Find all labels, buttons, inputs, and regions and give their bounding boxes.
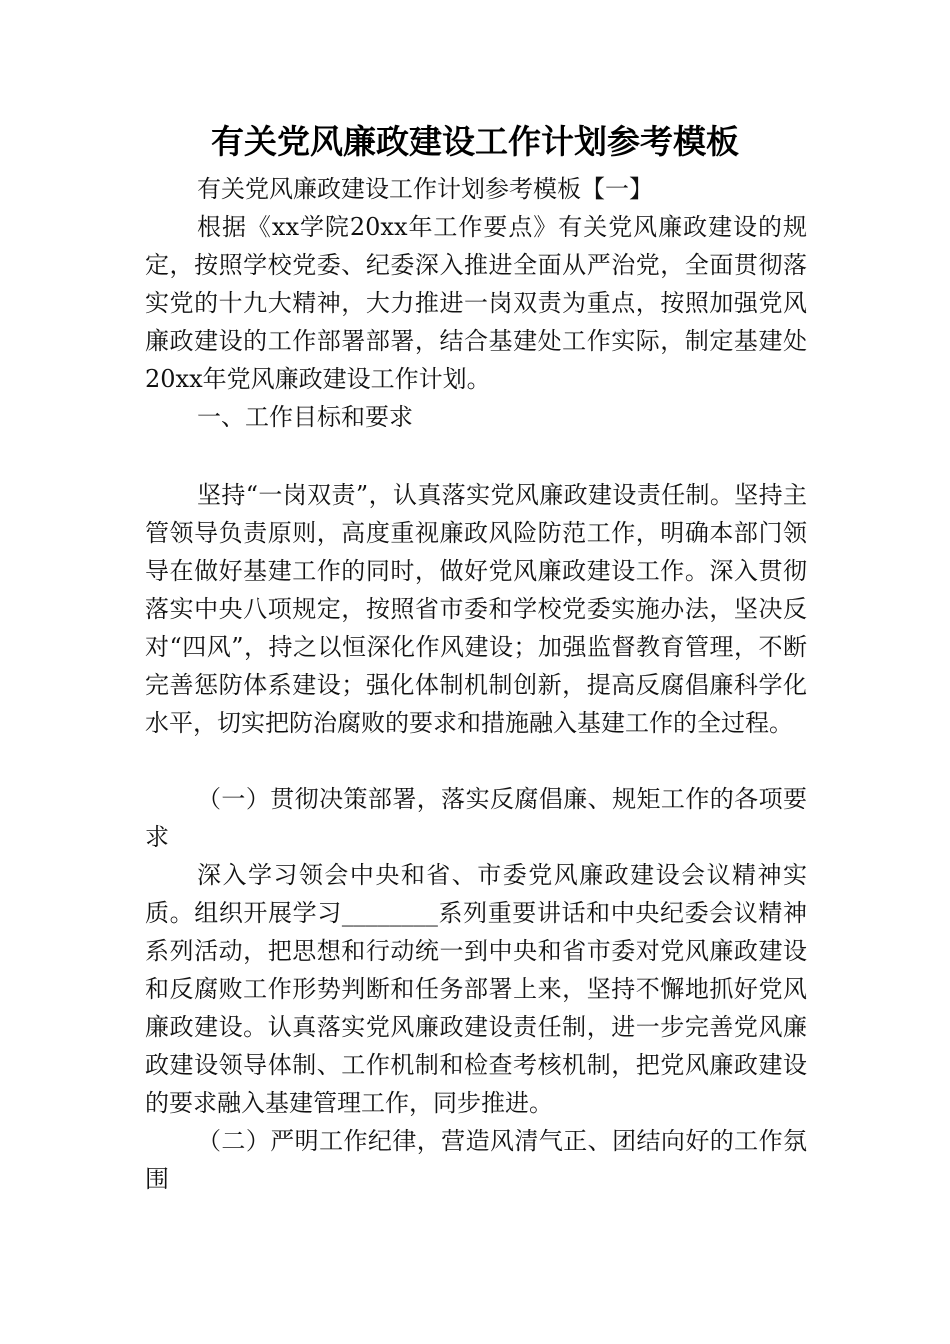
goals-paragraph: 坚持“一岗双责”，认真落实党风廉政建设责任制。坚持主管领导负责原则，高度重视廉政风险防范工作，明确本部门领导在做好基建工作的同时，做好党风廉政建设工作。深入贯彻落实中央八项规定，按照省市委和学校党委实施办法，坚决反对“四风”，持之以恒深化作风建设；加强监督教育管理，不断完善惩防体系建设；强化体制机制创新，提高反腐倡廉科学化水平，切实把防治腐败的要求和措施融入基建工作的全过程。 [145, 481, 807, 737]
subsection-heading-1: （一）贯彻决策部署，落实反腐倡廉、规矩工作的各项要求 [145, 785, 807, 851]
subsection-heading-2: （二）严明工作纪律，营造风清气正、团结向好的工作氛围 [145, 1127, 807, 1193]
section-heading-goals: 一、工作目标和要求 [197, 403, 413, 431]
subsection-1-paragraph: 深入学习领会中央和省、市委党风廉政建设会议精神实质。组织开展学习________系列重要讲话和中央纪委会议精神系列活动，把思想和行动统一到中央和省市委对党风廉政建设和反腐败工作形势判断和任务部署上来，坚持不懈地抓好党风廉政建设。认真落实党风廉政建设责任制，进一步完善党风廉政建设领导体制、工作机制和检查考核机制，把党风廉政建设的要求融入基建管理工作，同步推进。 [145, 861, 807, 1117]
document-title: 有关党风廉政建设工作计划参考模板 [211, 122, 739, 161]
intro-paragraph: 根据《xx学院20xx年工作要点》有关党风廉政建设的规定，按照学校党委、纪委深入推进全面从严治党，全面贯彻落实党的十九大精神，大力推进一岗双责为重点，按照加强党风廉政建设的工作部署部署，结合基建处工作实际，制定基建处20xx年党风廉政建设工作计划。 [145, 213, 807, 393]
template-subtitle: 有关党风廉政建设工作计划参考模板【一】 [197, 175, 653, 203]
